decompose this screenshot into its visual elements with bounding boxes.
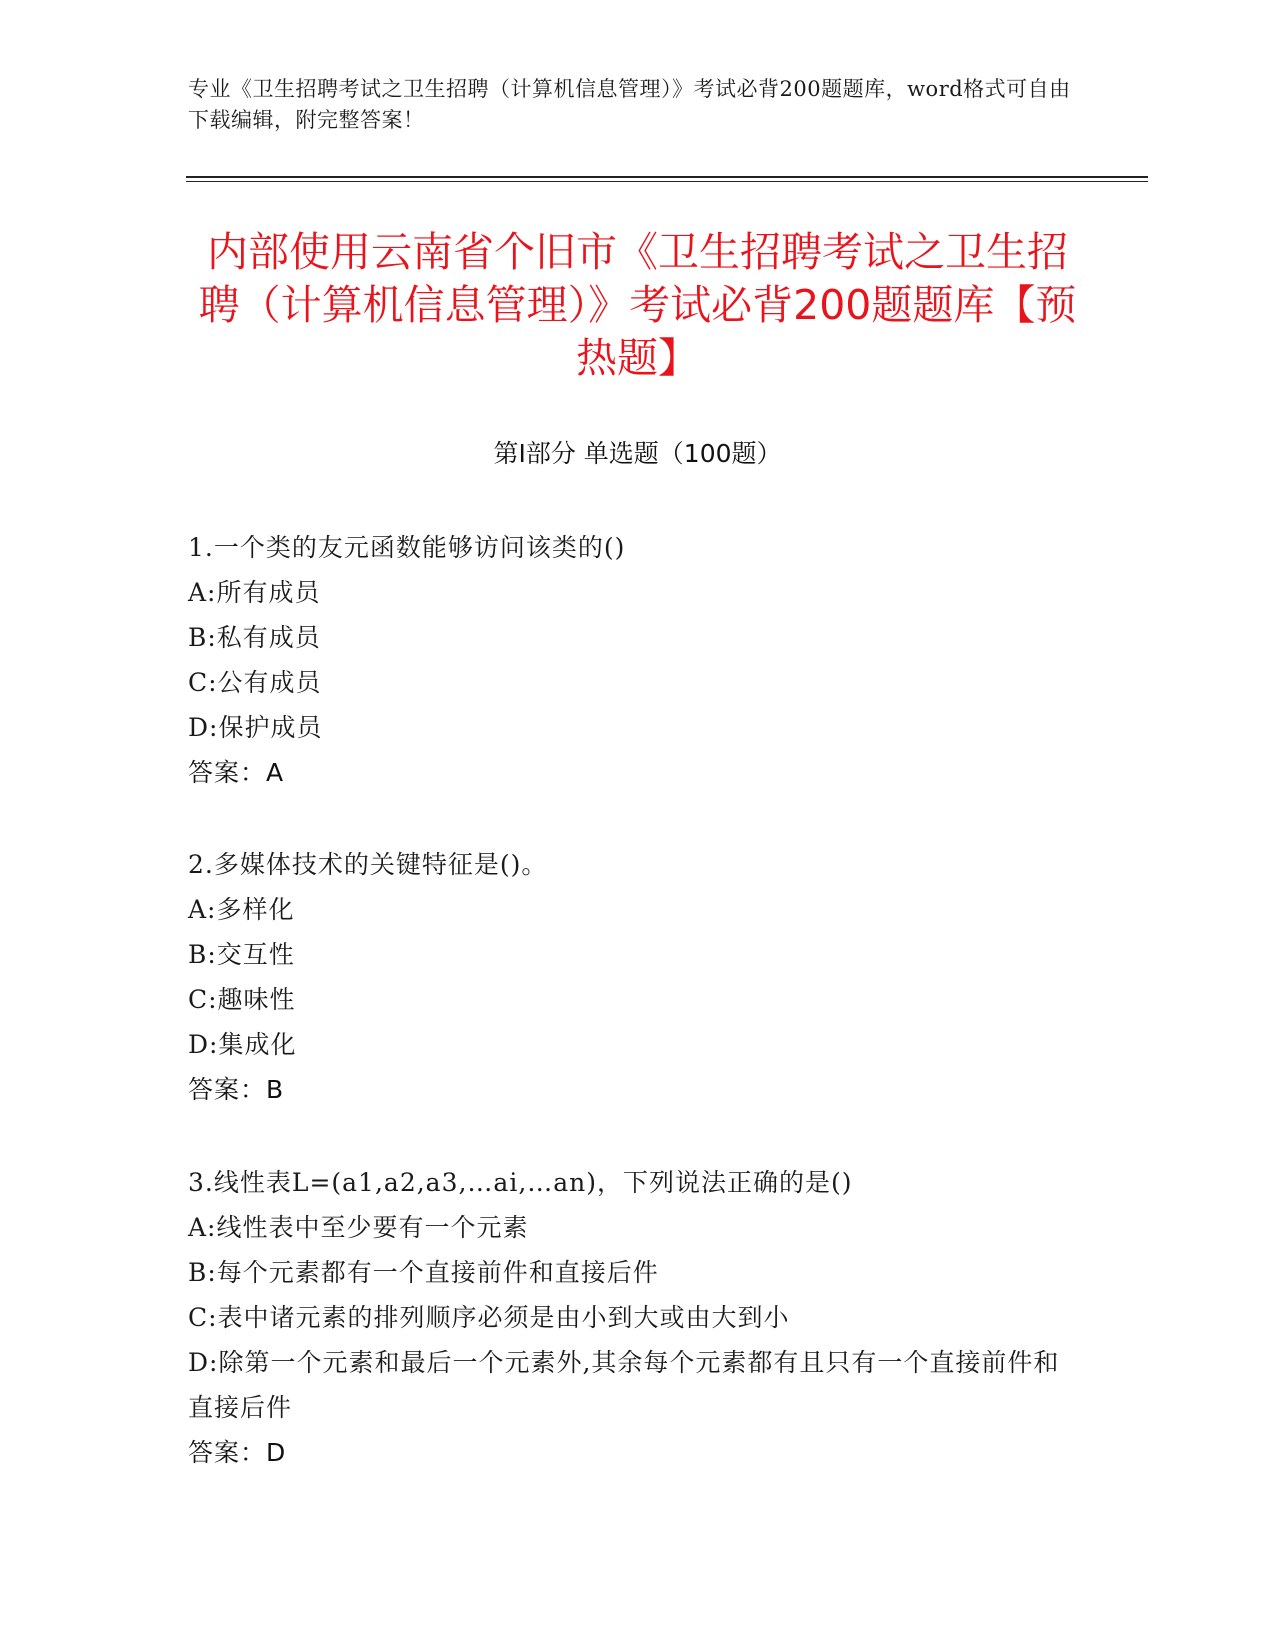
option-a: A:所有成员: [188, 578, 321, 607]
question-stem: 3.线性表L=(a1,a2,a3,…ai,…an)，下列说法正确的是(): [188, 1168, 853, 1197]
document-title: 内部使用云南省个旧市《卫生招聘考试之卫生招聘（计算机信息管理）》考试必背200题题库【预热题】: [198, 228, 1077, 382]
option-b: B:每个元素都有一个直接前件和直接后件: [188, 1258, 659, 1287]
answer-line: 答案：A: [188, 758, 285, 787]
question-3: [188, 1160, 1068, 1475]
header-note: 专业《卫生招聘考试之卫生招聘（计算机信息管理）》考试必背200题题库，word格式可自由下载编辑，附完整答案！: [188, 77, 1071, 132]
header-divider-thick: [186, 176, 1148, 178]
option-d: D:保护成员: [188, 713, 323, 742]
option-d: D:集成化: [188, 1030, 297, 1059]
option-d: D:除第一个元素和最后一个元素外,其余每个元素都有且只有一个直接前件和直接后件: [188, 1348, 1060, 1422]
option-c: C:表中诸元素的排列顺序必须是由小到大或由大到小: [188, 1303, 790, 1332]
option-b: B:私有成员: [188, 623, 321, 652]
header-divider-thin: [186, 181, 1148, 182]
question-1: [188, 525, 1068, 795]
section-heading: 第Ⅰ部分 单选题（100题）: [493, 439, 782, 468]
option-c: C:公有成员: [188, 668, 322, 697]
option-c: C:趣味性: [188, 985, 296, 1014]
question-stem: 2.多媒体技术的关键特征是()。: [188, 850, 548, 879]
answer-line: 答案：B: [188, 1075, 285, 1104]
option-b: B:交互性: [188, 940, 295, 969]
answer-line: 答案：D: [188, 1438, 287, 1467]
question-stem: 1.一个类的友元函数能够访问该类的(): [188, 533, 626, 562]
option-a: A:线性表中至少要有一个元素: [188, 1213, 529, 1242]
question-2: [188, 842, 1068, 1112]
option-a: A:多样化: [188, 895, 295, 924]
